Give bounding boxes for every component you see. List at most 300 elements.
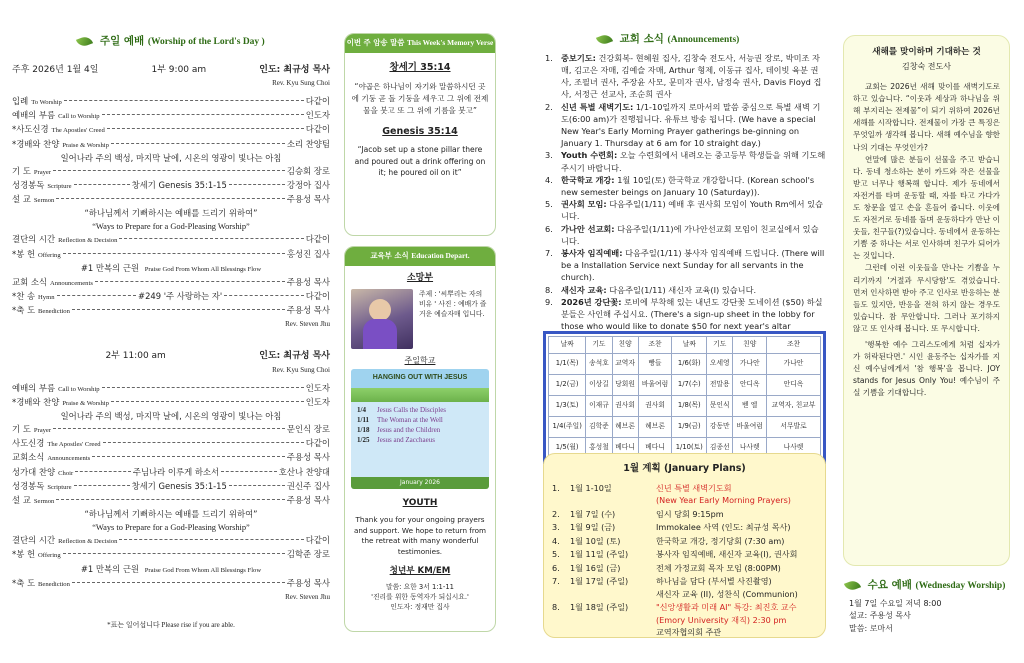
order-item-en: Offering <box>38 251 61 259</box>
order-item-en: Offering <box>38 552 61 560</box>
table-cell: 베다니 <box>612 438 638 459</box>
order-list <box>12 577 330 591</box>
service-schedule-table <box>543 331 826 464</box>
wednesday-scripture: 말씀: 로마서 <box>849 623 893 633</box>
announcement-number: 7. <box>545 248 553 259</box>
order-item-en: Benediction <box>38 308 70 316</box>
order-item-en: Announcements <box>50 279 93 287</box>
lesson-date: 1/11 <box>357 415 370 424</box>
order-item-person: 권신주 집사 <box>286 480 331 491</box>
announcement-item <box>545 149 826 173</box>
plan-item <box>552 548 815 561</box>
table-cell: 1/5(월) <box>549 438 586 459</box>
leaf-icon <box>596 32 613 46</box>
plan-number: 3. <box>552 522 560 533</box>
table-row <box>549 417 821 438</box>
banner-title: HANGING OUT WITH JESUS <box>351 369 489 387</box>
order-row <box>12 396 330 410</box>
doxology-en: Praise God From Whom All Blessings Flow <box>144 265 262 273</box>
order-list <box>12 95 330 152</box>
table-cell: 안디옥 <box>767 375 821 396</box>
table-row <box>549 396 821 417</box>
sermon-title-en: “Ways to Prepare for a God-Pleasing Worship” <box>92 222 250 232</box>
order-item-person: 문인식 장로 <box>286 424 330 435</box>
table-cell: 빵들 <box>638 354 672 375</box>
hymn-lyrics: 일어나라 주의 백성, 마지막 날에, 시온의 영광이 빛나는 아침 <box>60 152 282 163</box>
order-item-person: 주용성 목사 <box>286 305 330 316</box>
order-item-label: 설 교 <box>12 194 31 205</box>
order-row <box>12 123 330 137</box>
order-item-person: 주용성 목사 <box>286 495 330 506</box>
order-row <box>12 534 330 548</box>
table-header: 날짜 <box>672 337 707 354</box>
somang-title: 소망부 <box>406 272 434 283</box>
order-item-label: 성가대 찬양 <box>12 466 56 477</box>
order-item-en: The Apostles' Creed <box>47 441 101 449</box>
order-item-label: 성경봉독 <box>12 480 45 491</box>
announcement-item <box>545 223 826 247</box>
service-time: 2부 11:00 am <box>105 351 166 362</box>
verse-text-ko: “야곱은 하나님이 자기와 말씀하시던 곳에 기둥 곧 돌 기둥을 세우고 그 위에 전제물을 붓고 또 그 위에 기름을 붓고” <box>351 81 489 115</box>
order-row <box>12 95 330 109</box>
order-item-label: *봉 헌 <box>12 248 36 259</box>
announcement-text: 로비에 부착해 있는 내년도 강단꽃 도네이션 ($50) 하실 분들은 사인해 주십시요. (There's a sign-up sheet in the lobby for those who would like to donate $50 for next year's altar <box>561 296 823 332</box>
order-item-person: 주용성 목사 <box>286 577 330 588</box>
order-item-en: Choir <box>58 469 74 477</box>
plan-date: 1월 10일 (토) <box>570 535 621 546</box>
table-header: 기도 <box>707 337 733 354</box>
order-row <box>12 451 330 465</box>
order-item-en: Sermon <box>33 197 55 205</box>
table-header: 기도 <box>586 337 612 354</box>
order-item-person: 다같이 <box>305 438 330 449</box>
lesson-date: 1/25 <box>357 435 370 444</box>
plan-title: 하나님을 담다 (부서별 사진촬영) <box>656 576 772 587</box>
order-item-label: 예배의 부름 <box>12 382 56 393</box>
verse-ref-ko: 창세기 35:14 <box>389 61 451 73</box>
announcement-heading: 봉사자 임직예배: <box>561 248 623 259</box>
announcement-heading: 권사회 모임: <box>561 199 607 210</box>
order-row <box>12 276 330 290</box>
order-item-person: 다같이 <box>305 234 330 245</box>
order-row <box>12 437 330 451</box>
table-cell: 강동만 <box>707 417 733 438</box>
table-cell: 1/8(목) <box>672 396 707 417</box>
worship-title-en: (Worship of the Lord's Day ) <box>147 37 265 47</box>
worship-column <box>12 0 330 663</box>
announcement-number: 2. <box>545 101 553 112</box>
announcement-text: 1월 10일(토) 한국학교 개강합니다. (Korean school's new semester beings on January 10 (Saturday)). <box>561 174 815 197</box>
order-row <box>12 480 330 494</box>
announcement-item <box>545 198 826 222</box>
order-row <box>12 548 330 562</box>
lesson-date: 1/18 <box>357 425 370 434</box>
order-row <box>12 109 330 123</box>
order-item-en: Scripture <box>47 483 72 491</box>
order-item-en: Prayer <box>33 427 52 435</box>
education-panel <box>344 246 496 632</box>
wednesday-worship <box>845 578 1015 635</box>
announcement-heading: 한국학교 개강: <box>561 174 615 185</box>
table-cell: 오세영 <box>707 354 733 375</box>
order-row <box>12 382 330 396</box>
km-leader: 인도자: 정재만 집사 <box>390 602 450 611</box>
service-leader: 인도: 최규성 목사 <box>259 351 331 362</box>
plan-title: 전체 가정교회 목자 모임 (8:00PM) <box>656 562 781 573</box>
sunday-school-title: 주일학교 <box>404 355 436 365</box>
worship-title: 주일 예배 <box>99 35 145 47</box>
plan-detail: (New Year Early Morning Prayers) <box>656 495 791 506</box>
memory-verse-header-en: This Week's Memory Verse <box>406 38 494 47</box>
order-item-detail: 창세기 Genesis 35:1-15 <box>131 480 227 491</box>
education-header-ko: 교육부 소식 <box>370 251 409 260</box>
order-item-person: 다같이 <box>305 95 330 106</box>
wednesday-header <box>845 578 1015 598</box>
lesson-date: 1/4 <box>357 405 366 414</box>
order-item-person: 인도자 <box>305 396 330 407</box>
order-item-person: 홍성진 집사 <box>286 248 330 259</box>
table-row <box>549 354 821 375</box>
table-cell: 김학준 <box>586 417 612 438</box>
order-row <box>12 193 330 207</box>
table-cell: 바울여럼 <box>638 375 672 396</box>
essay-author: 김창숙 전도사 <box>902 62 951 72</box>
order-list <box>12 165 330 208</box>
verse-ref-en: Genesis 35:14 <box>382 125 458 137</box>
memory-verse-header-ko: 이번 주 암송 말씀 <box>346 38 405 47</box>
hymn-lyrics: 일어나라 주의 백성, 마지막 날에, 시온의 영광이 빛나는 아침 <box>60 411 282 422</box>
lesson-title: Jesus and the Children <box>377 425 441 434</box>
leaf-icon <box>76 34 93 48</box>
table-cell: 1/4(주일) <box>549 417 586 438</box>
table-cell: 당회원 <box>612 375 638 396</box>
order-row <box>12 494 330 508</box>
order-row <box>12 466 330 480</box>
order-item-person: 주용성 목사 <box>286 194 330 205</box>
service-time: 1부 9:00 am <box>151 64 207 75</box>
table-cell: 권사회 <box>638 396 672 417</box>
order-item-person: 다같이 <box>305 291 330 301</box>
order-row <box>12 233 330 247</box>
plan-item <box>552 508 815 521</box>
announcement-number: 8. <box>545 284 553 295</box>
announcement-number: 9. <box>545 296 553 307</box>
table-cell: 서무발로 <box>767 417 821 438</box>
announcement-text: 오늘 수련회에서 내려오는 중고등부 학생들을 위해 기도해 주시기 바랍니다. <box>561 150 826 173</box>
plan-number: 5. <box>552 549 560 560</box>
footnote: *표는 일어섭니다 Please rise if you are able. <box>107 620 235 629</box>
january-plans-panel <box>543 453 826 638</box>
order-item-label: *경배와 찬양 <box>12 138 60 149</box>
order-item-label: 결단의 시간 <box>12 535 56 546</box>
plan-detail: 교역자협의회 주관 <box>656 627 722 638</box>
banner-month: January 2026 <box>351 477 489 490</box>
plans-list <box>544 476 825 639</box>
order-item-detail: #249 '주 사랑하는 자' <box>138 291 223 301</box>
plan-detail: 새신자 교육 (II), 성찬식 (Communion) <box>656 588 798 599</box>
table-cell: 바울여럼 <box>733 417 767 438</box>
lesson-title: Jesus and Zacchaeus <box>377 435 435 444</box>
essay-paragraph: 연말에 많은 분들이 선물을 주고 받습니다. 동네 청소하는 분이 카드와 작은 선물을 받고 너무나 행복해 합니다. 제가 동네에서 자전거를 타며 운동할 때, 자를 타고 가다가도 창문을 열고 손을 흔들어 줍니다. 이웃에도 자전거로 동네를 돌며 운동하다가 만난 이웃들, 친구들(?)있습니다. 동네에서 운동하는 기쁨 중 하나는 서로 인사하며 친구가 되어가는 것입니다. <box>853 154 1000 261</box>
order-item-en: The Apostles' Creed <box>51 127 105 135</box>
order-item-en: Call to Worship <box>58 113 100 121</box>
plan-title: 임시 당회 9:15pm <box>656 508 724 519</box>
table-cell: 나사렛 <box>733 438 767 459</box>
announcement-number: 1. <box>545 52 553 63</box>
essay-panel <box>843 35 1010 566</box>
education-header <box>345 247 495 266</box>
benediction-en: Rev. Steven Jhu <box>285 320 330 329</box>
plan-date: 1월 11일 (주일) <box>570 549 629 560</box>
order-item-label: *사도신경 <box>12 124 49 135</box>
order-item-en: Reflection & Decision <box>58 237 118 245</box>
announcement-item <box>545 52 826 101</box>
order-item-label: *봉 헌 <box>12 549 36 560</box>
service-date: 주후 2026년 1월 4일 <box>12 64 99 75</box>
plan-date: 1월 17일 (주일) <box>570 576 629 587</box>
announcement-number: 4. <box>545 174 553 185</box>
memory-verse-header <box>345 34 495 53</box>
order-item-person: 주용성 목사 <box>286 452 330 463</box>
announcement-text: 다음주일(1/11) 봉사자 임직예배 드립니다. (There will be a Installation Service next Sunday for all servants in the church). <box>561 248 825 283</box>
order-item-en: Call to Worship <box>58 385 100 393</box>
order-item-en: Praise & Worship <box>62 399 109 407</box>
order-item-label: 설 교 <box>12 495 31 506</box>
announcements-column <box>537 0 826 663</box>
order-item-label: *축 도 <box>12 305 36 316</box>
table-cell: 헤브론 <box>612 417 638 438</box>
table-cell: 벧 엘 <box>733 396 767 417</box>
table-cell: 1/2(금) <box>549 375 586 396</box>
wednesday-title-en: (Wednesday Worship) <box>915 581 1006 591</box>
table-cell: 전말용 <box>707 375 733 396</box>
order-row <box>12 423 330 437</box>
order-row <box>12 179 330 193</box>
table-cell: 베다니 <box>638 438 672 459</box>
wednesday-time: 1월 7일 수요일 저녁 8:00 <box>849 598 942 608</box>
essay-paragraph: 교회는 2026년 새해 맞이를 새벽기도로 하고 있습니다. “이웃과 세상과 하나님을 위해 부지리는 전제물”이 되기 위하여 2026년 새해를 시작합니다. 전제물이 가장 큰 특징은 무엇일까 생각해 봅니다. 새해 예수님을 향한 나의 기대는 무엇인가? <box>853 82 1000 152</box>
order-item-en: Reflection & Decision <box>58 538 118 546</box>
table-cell: 1/7(수) <box>672 375 707 396</box>
order-item-person: 김학준 장로 <box>286 549 330 560</box>
announcement-text: 1/1-10일까지 로마서의 말씀 중심으로 특별 새벽 기도(6:00 am)가 진행됩니다. 유튜브 방송 됩니다. (We have a special New Year's Early Morning Prayer gatherings be-ginning on January 1. Thursday at 6 am for 10 straight day.) <box>561 101 821 149</box>
plan-item <box>552 535 815 548</box>
plan-number: 1. <box>552 482 560 493</box>
worship-header <box>12 0 330 56</box>
lesson-item <box>357 405 483 415</box>
order-item-label: 입례 <box>12 95 29 106</box>
order-item-label: 교회소식 <box>12 452 45 463</box>
doxology-title: #1 만복의 근원 <box>80 563 140 574</box>
table-header: 날짜 <box>549 337 586 354</box>
order-list <box>12 423 330 508</box>
table-cell: 1/9(금) <box>672 417 707 438</box>
order-item-person: 인도자 <box>305 110 330 121</box>
order-item-label: 결단의 시간 <box>12 234 56 245</box>
plan-number: 6. <box>552 562 560 573</box>
order-item-person: 다같이 <box>305 124 330 135</box>
wednesday-title: 수요 예배 <box>867 579 912 591</box>
table-cell: 가나안 <box>767 354 821 375</box>
plan-item <box>552 575 815 600</box>
announcement-number: 5. <box>545 199 553 210</box>
table-header: 친양 <box>733 337 767 354</box>
announcement-text: 다음주일(1/11)에 가나안선교회 모임이 친교실에서 있습니다. <box>561 223 819 246</box>
table-cell: 1/10(토) <box>672 438 707 459</box>
announcement-heading: 새신자 교육: <box>561 284 607 295</box>
plan-number: 7. <box>552 576 560 587</box>
lesson-item <box>357 435 483 445</box>
wednesday-preacher: 설교: 주용성 목사 <box>849 611 911 621</box>
order-item-person: 소리 찬양팀 <box>286 138 330 149</box>
announcement-text: 다음주일(1/11) 새신자 교육(I) 있습니다. <box>606 284 757 295</box>
doxology-en: Praise God From Whom All Blessings Flow <box>144 566 262 574</box>
order-row <box>12 165 330 179</box>
announcement-item <box>545 101 826 150</box>
announcement-text: 다음주일(1/11) 예배 후 권사회 모임이 Youth Rm에서 있습니다. <box>561 199 823 222</box>
plan-title: "신앙생활과 미래 AI" 특강: 최진호 교수 <box>656 602 797 613</box>
lesson-item <box>357 415 483 425</box>
announcement-number: 3. <box>545 150 553 161</box>
announcement-heading: 신년 특별 새벽기도: <box>561 101 634 112</box>
km-title: 청년부 KM/EM <box>389 566 451 577</box>
plan-title: 봉사자 임직예배, 새신자 교육(I), 권사회 <box>656 549 798 560</box>
service-leader-en: Rev. Kyu Sung Choi <box>272 365 330 374</box>
table-cell: 교역자 <box>612 354 638 375</box>
announcement-text: 건강회복- 현혜원 집사, 김창숙 전도사, 서능권 장로, 박미조 자매, 김고은 자매, 김예슬 자매, Arthur 형제, 이동규 집사, 데이빗 육분 권사, 조필녀 권사, 주장윤 사모, 문미자 권사, 남정숙 권사, Davis Floyd 집사, 서정근 선교사, 조순희 권사 <box>561 52 822 100</box>
announcements-title: 교회 소식 <box>619 33 664 45</box>
table-cell: 1/6(화) <box>672 354 707 375</box>
sermon-title: “하나님께서 기뻐하시는 예배를 드리기 위하여” <box>84 509 258 520</box>
plan-number: 8. <box>552 602 560 613</box>
announcement-item <box>545 247 826 284</box>
sunday-school-banner <box>351 369 489 489</box>
announcement-number: 6. <box>545 223 553 234</box>
order-item-label: 기 도 <box>12 424 31 435</box>
plan-date: 1월 16일 (금) <box>570 562 621 573</box>
km-theme: '진리를 위한 동역자가 되십시요.' <box>371 592 469 601</box>
announcement-list <box>537 52 826 333</box>
order-item-detail: 주님나라 이루게 하소서 <box>132 466 220 477</box>
lesson-title: The Woman at the Well <box>377 415 443 424</box>
education-header-en: Education Depart. <box>411 251 470 260</box>
order-item-label: 성경봉독 <box>12 179 45 190</box>
plan-date: 1월 9일 (금) <box>570 522 616 533</box>
plans-title: 1월 계획 (January Plans) <box>623 463 746 474</box>
plan-title: 한국학교 개강, 정기당회 (7:30 am) <box>656 535 785 546</box>
leaf-icon <box>844 578 861 592</box>
order-item-en: Praise & Worship <box>62 141 109 149</box>
table-cell: 가나안 <box>733 354 767 375</box>
lesson-title: Jesus Calls the Disciples <box>377 405 447 414</box>
announcement-heading: 중보기도: <box>561 52 596 63</box>
announcement-heading: Youth 수련회: <box>561 150 618 161</box>
order-row <box>12 577 330 591</box>
table-header: 조찬 <box>767 337 821 354</box>
verse-text-en: “Jacob set up a stone pillar there and poured out a drink offering on it; he poured oil on it” <box>354 145 486 178</box>
memory-verse-panel <box>344 33 496 236</box>
table-cell: 헤브론 <box>638 417 672 438</box>
announcements-title-en: (Announcements) <box>667 35 740 45</box>
plan-number: 4. <box>552 535 560 546</box>
order-row <box>12 290 330 304</box>
sermon-title: “하나님께서 기뻐하시는 예배를 드리기 위하여” <box>84 208 258 219</box>
table-cell: 홍성철 <box>586 438 612 459</box>
table-header: 조찬 <box>638 337 672 354</box>
doxology-title: #1 만복의 근원 <box>80 262 140 273</box>
order-item-person: 김승회 장로 <box>286 165 330 176</box>
table-cell: 권사회 <box>612 396 638 417</box>
plan-date: 1월 1-10일 <box>570 482 612 493</box>
service-leader: 인도: 최규성 목사 <box>259 64 331 75</box>
youth-title: YOUTH <box>402 498 438 509</box>
plan-item <box>552 562 815 575</box>
announcements-header <box>537 0 826 52</box>
announcement-item <box>545 174 826 198</box>
table-row <box>549 375 821 396</box>
service-1 <box>12 64 330 331</box>
km-scripture: 말씀: 요한 3서 1:1-11 <box>386 582 454 591</box>
somang-text: 주제 : '씨뿌리는 자의 비유 ' 사진 : 예배가 즐거운 예슬자매 입니다. <box>419 289 487 318</box>
plan-detail: (Emory University 재직) 2:30 pm <box>656 614 787 625</box>
order-item-detail: 창세기 Genesis 35:1-15 <box>131 179 227 190</box>
announcement-item <box>545 296 826 333</box>
doxology <box>12 563 330 577</box>
lesson-item <box>357 425 483 435</box>
service-leader-en: Rev. Kyu Sung Choi <box>272 78 330 87</box>
order-item-en: Sermon <box>33 498 55 506</box>
order-item-person: 인도자 <box>305 382 330 393</box>
essay-title: 새해를 맞이하며 기대하는 것 <box>872 47 981 57</box>
table-cell: 이상길 <box>586 375 612 396</box>
order-row <box>12 248 330 262</box>
order-item-en: Scripture <box>47 182 72 190</box>
somang-photo <box>351 289 413 349</box>
lesson-list <box>351 402 489 448</box>
table-cell: 송석호 <box>586 354 612 375</box>
order-item-en: Prayer <box>33 168 52 176</box>
announcement-item <box>545 284 826 296</box>
plan-item <box>552 601 815 639</box>
table-cell: 문인식 <box>707 396 733 417</box>
order-item-label: 기 도 <box>12 165 31 176</box>
table-cell: 안디옥 <box>733 375 767 396</box>
order-item-label: 교회 소식 <box>12 276 48 287</box>
announcement-heading: 가나안 선교회: <box>561 223 615 234</box>
order-item-en: Benediction <box>38 580 70 588</box>
order-list <box>12 534 330 562</box>
plan-date: 1월 18일 (주일) <box>570 602 629 613</box>
benediction-en: Rev. Steven Jhu <box>285 592 330 601</box>
table-cell: 1/3(토) <box>549 396 586 417</box>
order-item-person: 호산나 찬양대 <box>278 466 331 477</box>
order-item-label: *경배와 찬양 <box>12 396 60 407</box>
doxology <box>12 262 330 276</box>
table-cell: 김종선 <box>707 438 733 459</box>
order-item-person: 주용성 목사 <box>286 276 330 287</box>
table-cell: 교역자, 친교부 <box>767 396 821 417</box>
order-item-label: *찬 송 <box>12 291 36 301</box>
order-list <box>12 233 330 261</box>
order-item-label: 예배의 부름 <box>12 110 56 121</box>
table-header: 친양 <box>612 337 638 354</box>
plan-title: 신년 특별 새벽기도회 <box>656 482 732 493</box>
order-item-label: 사도신경 <box>12 438 45 449</box>
sermon-title-en: “Ways to Prepare for a God-Pleasing Worship” <box>92 523 250 533</box>
service-2 <box>12 350 330 602</box>
announcement-heading: 2026년 강단꽃: <box>561 296 622 307</box>
table-cell: 1/1(목) <box>549 354 586 375</box>
